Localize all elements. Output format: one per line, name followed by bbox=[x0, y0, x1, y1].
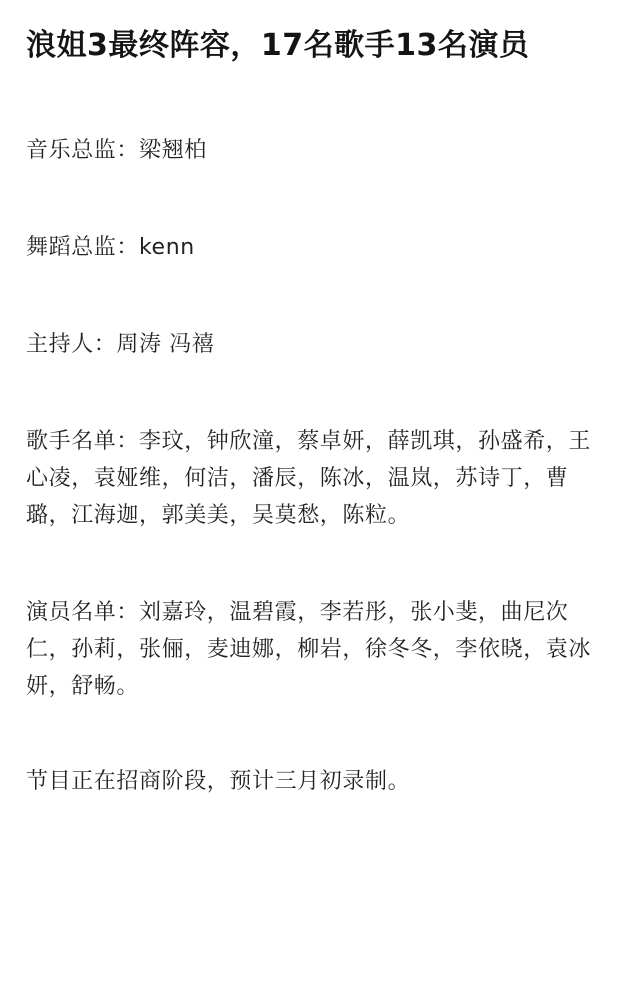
music-director-line: 音乐总监：梁翘柏 bbox=[26, 138, 207, 163]
article-body bbox=[26, 22, 610, 800]
hosts-line: 主持人：周涛 冯禧 bbox=[26, 332, 215, 357]
dance-director-line: 舞蹈总监：kenn bbox=[26, 235, 195, 260]
production-note: 节目正在招商阶段，预计三月初录制。 bbox=[26, 769, 411, 794]
article-title: 浪姐3最终阵容，17名歌手13名演员 bbox=[26, 28, 530, 63]
singers-list: 歌手名单：李玟，钟欣潼，蔡卓妍，薛凯琪，孙盛希，王心凌，袁娅维，何洁，潘辰，陈冰，温岚，苏诗丁，曹璐，江海迦，郭美美，吴莫愁，陈粒。 bbox=[26, 429, 592, 528]
actors-list: 演员名单：刘嘉玲，温碧霞，李若彤，张小斐，曲尼次仁，孙莉，张俪，麦迪娜，柳岩，徐冬冬，李依晓，袁冰妍，舒畅。 bbox=[26, 600, 592, 699]
